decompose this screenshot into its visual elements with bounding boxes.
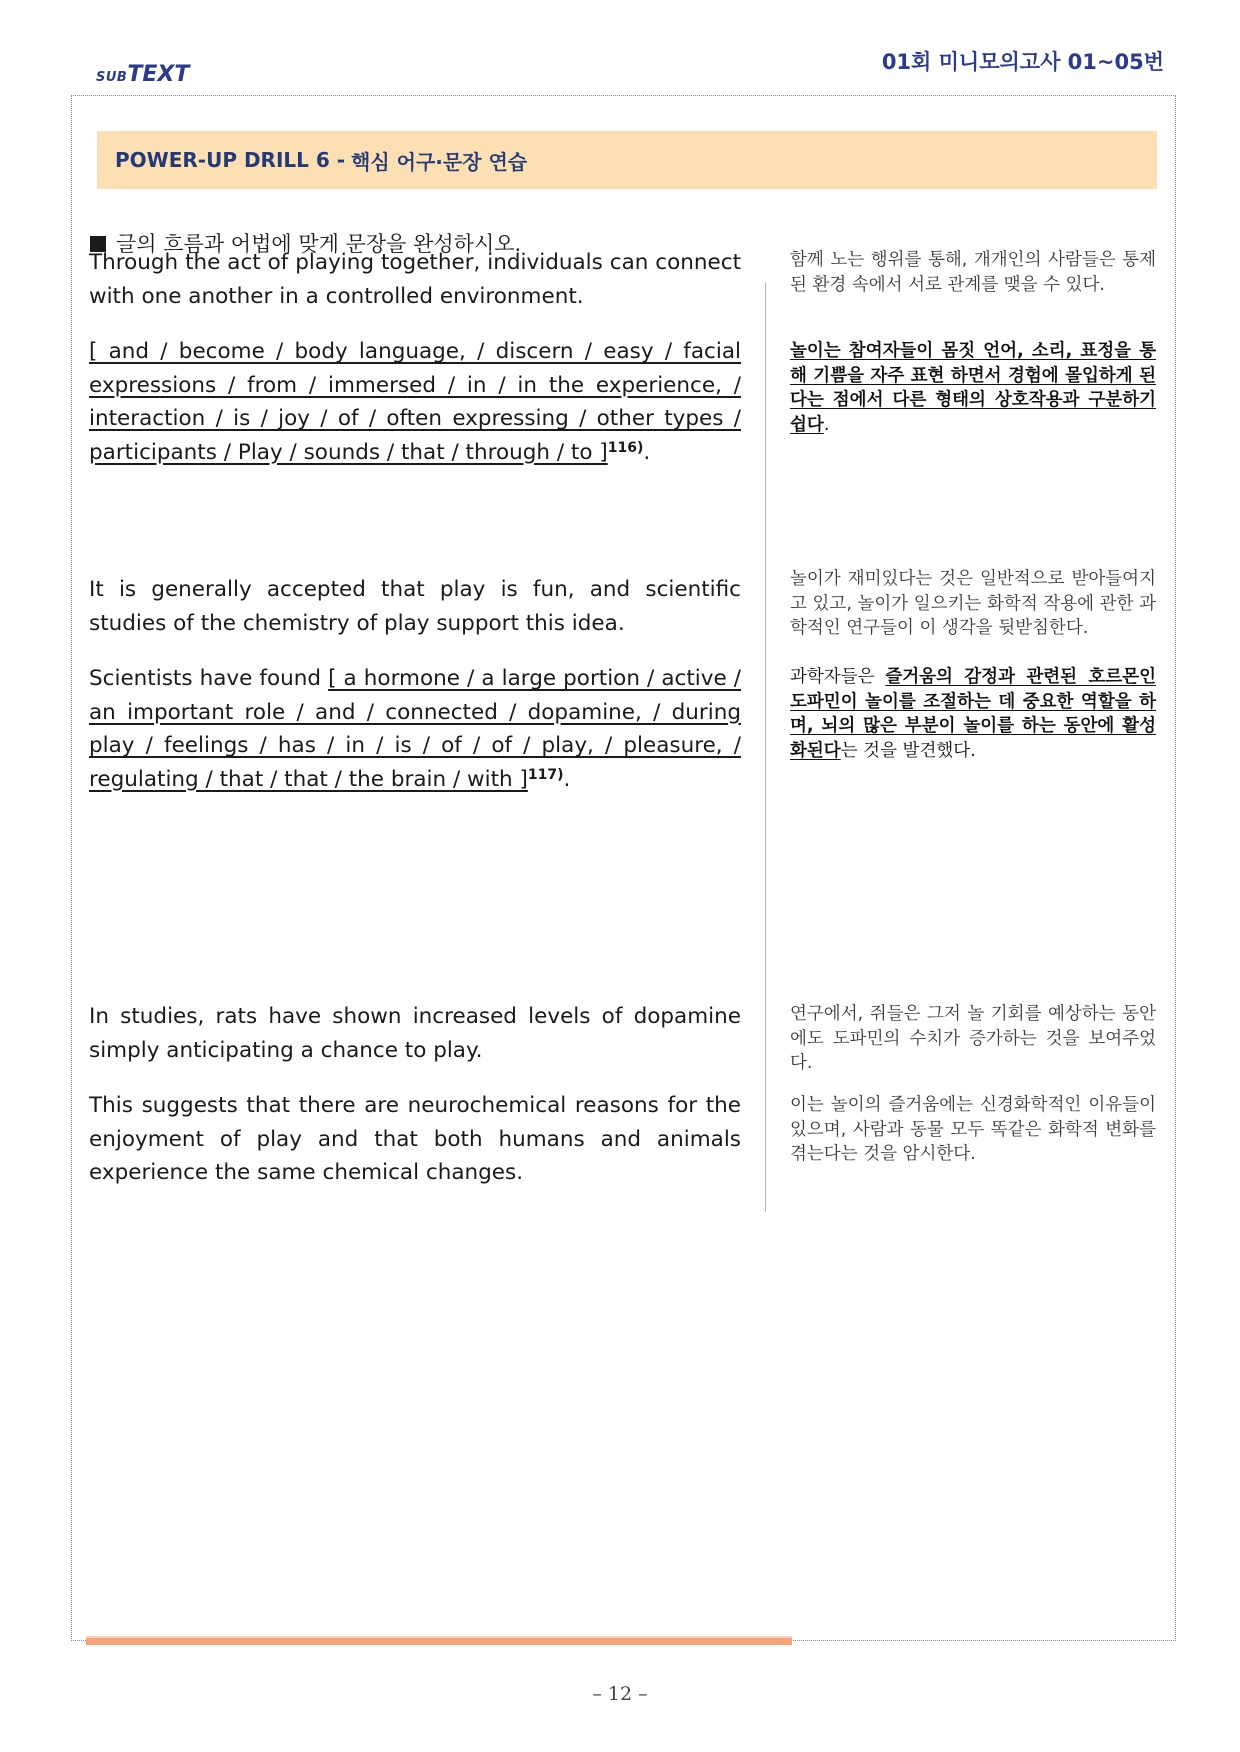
subtext-logo <box>96 62 189 87</box>
passage-2-korean <box>790 339 1156 437</box>
scramble-words-116: [ and / become / body language, / discern / easy / facial expressions / from / immersed / in / in the experience, / interaction / is / joy / of / often expressing / other types / participants / Play / sounds / that / through / to ] <box>89 339 741 465</box>
passage-5-korean: 연구에서, 쥐들은 그저 놀 기회를 예상하는 동안에도 도파민의 수치가 증가하는 것을 보여주었다. <box>790 1004 1156 1073</box>
translation-prefix-117: 과학자들은 <box>790 667 886 687</box>
translation-tail-116: . <box>823 414 830 435</box>
passage-2-english: [ and / become / body language, / discern / easy / facial expressions / from / immersed / in / in the experience, / interaction / is / joy / of / often expressing / other types / participants / Play / sounds / that / through / to ]$^{116)}$. <box>89 339 741 465</box>
passage-4-english: Scientists have found [ a hormone / a large portion / active / an important role / and / connected / dopamine, / during play / feelings / has / in / is / of / of / play, / pleasure, / regulating / that / that / the brain / with ]$^{117)}$. <box>89 666 741 792</box>
passage-3-english: It is generally accepted that play is fun, and scientific studies of the chemistry of play support this idea. <box>89 577 741 636</box>
answer-translation-117: 즐거움의 감정과 관련된 호르몬인 도파민이 놀이를 조절하는 데 중요한 역할을 하며, 뇌의 많은 부분이 놀이를 하는 동안에 활성화된다 <box>790 667 1156 761</box>
passage-6-english: This suggests that there are neurochemical reasons for the enjoyment of play and that both humans and animals experience the same chemical changes. <box>89 1093 741 1185</box>
column-divider <box>765 282 766 1212</box>
passage-4-prefix: Scientists have found <box>89 666 329 691</box>
passage-6-korean: 이는 놀이의 즐거움에는 신경화학적인 이유들이 있으며, 사람과 동물 모두 똑같은 화학적 변화를 겪는다는 것을 암시한다. <box>790 1095 1156 1164</box>
drill-title-korean: 핵심 어구·문장 연습 <box>351 149 528 174</box>
passage-1-english: Through the act of playing together, individuals can connect with one another in a controlled environment. <box>89 250 741 309</box>
instruction-text: 글의 흐름과 어법에 맞게 문장을 완성하시오. <box>116 232 522 256</box>
question-number-116: 116) <box>607 439 644 456</box>
passage-1-korean: 함께 노는 행위를 통해, 개개인의 사람들은 통제된 환경 속에서 서로 관계를 맺을 수 있다. <box>790 250 1156 295</box>
bottom-accent-bar <box>86 1636 792 1645</box>
logo-sub: SUB <box>96 70 128 85</box>
scramble-words-117: [ a hormone / a large portion / active / an important role / and / connected / dopamine, / during play / feelings / has / in / is / of / of / play, / pleasure, / regulating / that / that / the brain / with ] <box>89 666 741 792</box>
passage-5-english: In studies, rats have shown increased levels of dopamine simply anticipating a chance to play. <box>89 1004 741 1063</box>
question-number-117: 117) <box>527 766 564 783</box>
passage-3-korean: 놀이가 재미있다는 것은 일반적으로 받아들여지고 있고, 놀이가 일으키는 화학적 작용에 관한 과학적인 연구들이 이 생각을 뒷받침한다. <box>790 569 1156 638</box>
drill-title: POWER-UP DRILL 6 - <box>115 148 346 172</box>
logo-text: TEXT <box>127 62 190 87</box>
page-header-title: 01회 미니모의고사 01~05번 <box>881 50 1164 74</box>
drill-banner <box>97 131 1157 189</box>
page-number: – 12 – <box>592 1683 648 1705</box>
answer-translation-116: 놀이는 참여자들이 몸짓 언어, 소리, 표정을 통해 기쁨을 자주 표현 하면서 경험에 몰입하게 된다는 점에서 다른 형태의 상호작용과 구분하기 쉽다 <box>790 341 1156 435</box>
passage-4-korean <box>790 665 1156 763</box>
content-frame <box>71 95 1176 1641</box>
translation-tail-117: 는 것을 발견했다. <box>840 740 976 761</box>
